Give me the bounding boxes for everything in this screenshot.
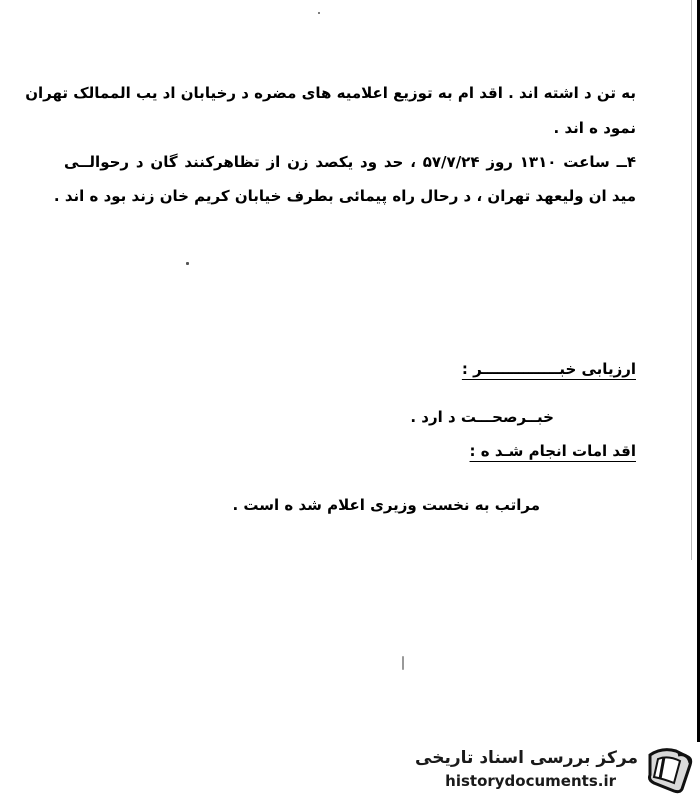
paragraph-1-line-1: به تن د اشته اند . اقد ام به توزیع اعلامیه های مضره د رخیابان اد یب الممالک تهران: [25, 84, 636, 102]
scan-speck: [318, 12, 320, 14]
assessment-text: خبــرصحـــت د ارد .: [410, 408, 554, 426]
paragraph-1-line-2: نمود ه اند .: [553, 119, 636, 137]
paragraph-2-line-2: مید ان ولیعهد تهران ، د رحال راه پیمائی بطرف خیابان کریم خان زند بود ه اند .: [53, 187, 636, 205]
scan-speck: [186, 262, 189, 265]
actions-text: مراتب به نخست وزیری اعلام شد ه است .: [232, 496, 540, 514]
page-edge-line-inner: [691, 0, 692, 560]
watermark-name: مرکز بررسی اسناد تاریخی: [415, 748, 638, 768]
paragraph-2-line-1: ۴ــ ساعت ۱۳۱۰ روز ۵۷/۷/۲۴ ، حد ود یکصد زن از تظاهرکنند گان د رحوالــی: [64, 153, 636, 171]
actions-heading: اقد امات انجام شـد ه :: [469, 442, 636, 460]
scan-speck: [402, 656, 404, 670]
watermark-url: historydocuments.ir: [445, 772, 616, 790]
watermark: [400, 742, 700, 798]
assessment-heading: ارزیابی خبـــــــــــــــر :: [461, 360, 636, 378]
scroll-book-logo-icon: [644, 745, 696, 795]
